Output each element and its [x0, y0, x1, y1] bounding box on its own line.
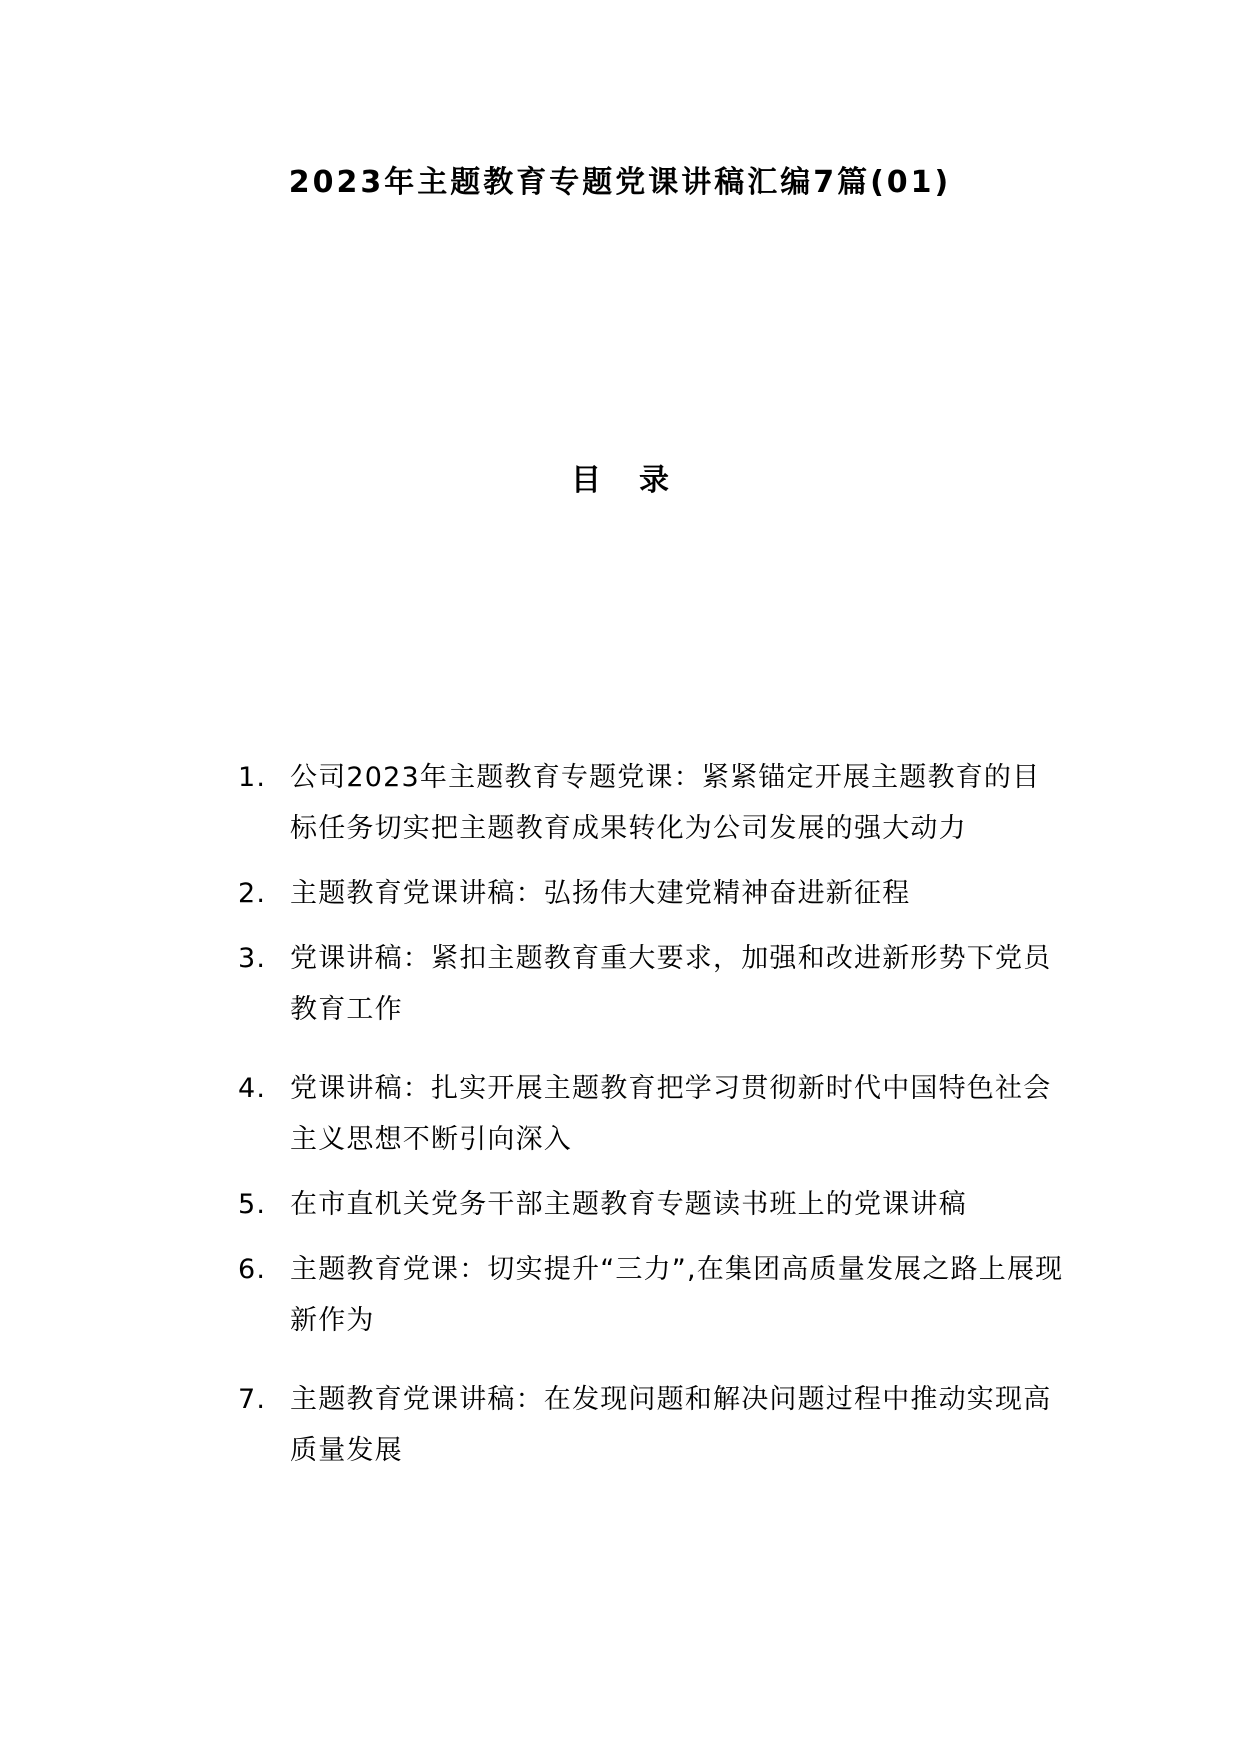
toc-item-number: 3.	[238, 943, 267, 974]
toc-heading: 目录	[571, 463, 707, 498]
toc-item	[238, 1374, 1068, 1476]
document-title: 2023年主题教育专题党课讲稿汇编7篇(01)	[288, 165, 952, 200]
toc-item-number: 5.	[238, 1189, 267, 1220]
toc-item-number: 1.	[238, 762, 267, 793]
toc-item-text: 在市直机关党务干部主题教育专题读书班上的党课讲稿	[290, 1189, 967, 1220]
toc-item-text: 主题教育党课讲稿：弘扬伟大建党精神奋进新征程	[290, 878, 911, 909]
toc-item	[238, 752, 1068, 854]
toc-item-number: 7.	[238, 1384, 267, 1415]
toc-item-text: 公司2023年主题教育专题党课：紧紧锚定开展主题教育的目 标任务切实把主题教育成果转化为公司发展的强大动力	[290, 762, 1041, 844]
toc-item-text: 主题教育党课讲稿：在发现问题和解决问题过程中推动实现高质量发展	[290, 1384, 1052, 1466]
toc-item-number: 6.	[238, 1254, 267, 1285]
toc-item-number: 4.	[238, 1073, 267, 1104]
toc-item	[238, 868, 1068, 919]
toc-list	[238, 752, 1068, 1476]
toc-item	[238, 933, 1068, 1035]
toc-item-number: 2.	[238, 878, 267, 909]
toc-item	[238, 1063, 1068, 1165]
toc-item-text: 党课讲稿：扎实开展主题教育把学习贯彻新时代中国特色社会主义思想不断引向深入	[290, 1073, 1052, 1155]
toc-item	[238, 1244, 1068, 1346]
toc-item-text: 党课讲稿：紧扣主题教育重大要求，加强和改进新形势下党员教育工作	[290, 943, 1052, 1025]
toc-item-text: 主题教育党课：切实提升“三力”,在集团高质量发展之路上展现新作为	[290, 1254, 1064, 1336]
toc-item	[238, 1179, 1068, 1230]
